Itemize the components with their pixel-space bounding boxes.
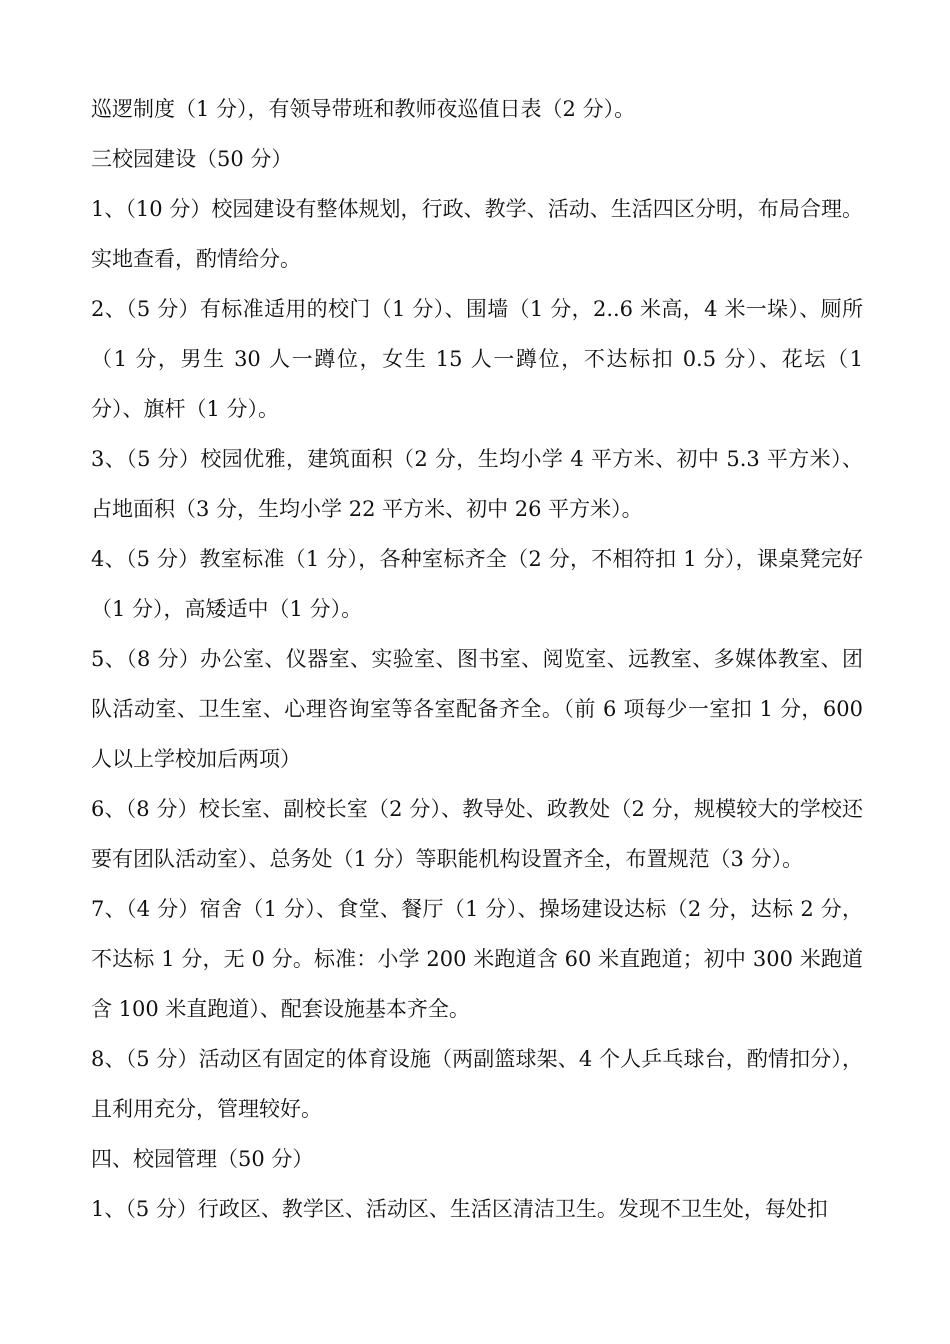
paragraph-patrol-system: 巡逻制度（1 分），有领导带班和教师夜巡值日表（2 分）。 [91, 97, 636, 121]
paragraph-item-6-offices: 6、（8 分）校长室、副校长室（2 分）、教导处、政教处（2 分，规模较大的学校还要有团队活动室）、总务处（1 分）等职能机构设置齐全，布置规范（3 分）。 [91, 797, 863, 871]
paragraph-item-4-classroom: 4、（5 分）教室标准（1 分），各种室标齐全（2 分，不相符扣 1 分），课桌凳完好（1 分），高矮适中（1 分）。 [91, 547, 863, 621]
paragraph-item-7-dormitory: 7、（4 分）宿舍（1 分）、食堂、餐厅（1 分）、操场建设达标（2 分，达标 2 分，不达标 1 分，无 0 分。标准：小学 200 米跑道含 60 米直跑道；初中 300 米跑道含 100 米直跑道）、配套设施基本齐全。 [91, 897, 863, 1021]
paragraph-item-1-planning: 1、（10 分）校园建设有整体规划，行政、教学、活动、生活四区分明，布局合理。实地查看，酌情给分。 [91, 197, 863, 271]
section-heading-campus-management: 四、校园管理（50 分） [91, 1147, 314, 1171]
document-body [91, 84, 863, 1234]
paragraph-item-8-sports: 8、（5 分）活动区有固定的体育设施（两副篮球架、4 个人乒乓球台，酌情扣分），且利用充分，管理较好。 [91, 1047, 863, 1121]
paragraph-management-item-1: 1、（5 分）行政区、教学区、活动区、生活区清洁卫生。发现不卫生处，每处扣 [91, 1197, 828, 1221]
paragraph-item-5-rooms: 5、（8 分）办公室、仪器室、实验室、图书室、阅览室、远教室、多媒体教室、团队活动室、卫生室、心理咨询室等各室配备齐全。（前 6 项每少一室扣 1 分，600 人以上学校加后两项） [91, 647, 863, 771]
section-heading-campus-construction: 三校园建设（50 分） [91, 147, 293, 171]
paragraph-item-3-area: 3、（5 分）校园优雅，建筑面积（2 分，生均小学 4 平方米、初中 5.3 平方米）、占地面积（3 分，生均小学 22 平方米、初中 26 平方米）。 [91, 447, 863, 521]
paragraph-item-2-facilities: 2、（5 分）有标准适用的校门（1 分）、围墙（1 分，2..6 米高，4 米一垛）、厕所（1 分，男生 30 人一蹲位，女生 15 人一蹲位，不达标扣 0.5 分）、花坛（1 分）、旗杆（1 分）。 [91, 297, 863, 421]
